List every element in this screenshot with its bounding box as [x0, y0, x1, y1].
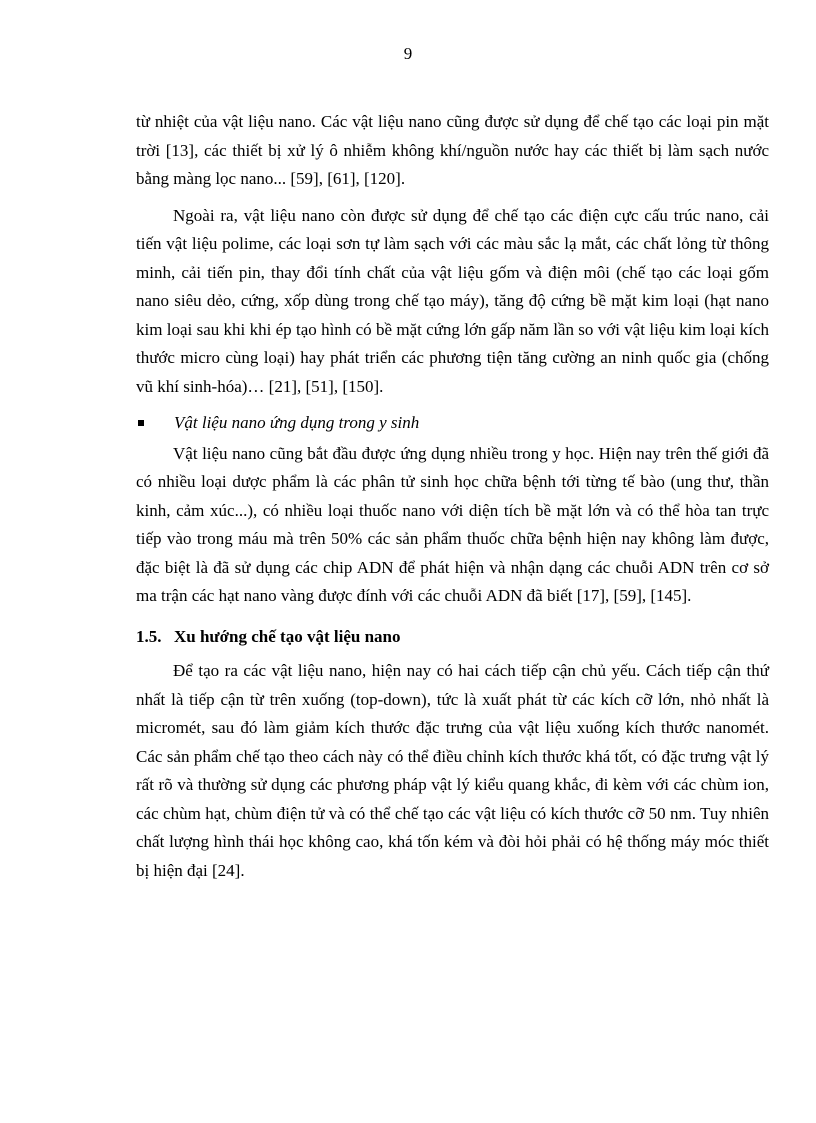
section-title: Xu hướng chế tạo vật liệu nano — [174, 626, 401, 646]
bullet-text: Vật liệu nano ứng dụng trong y sinh — [174, 413, 420, 432]
document-body — [136, 108, 769, 893]
square-bullet-icon — [138, 420, 144, 426]
bullet-item-biomedical — [136, 409, 769, 438]
paragraph-fabrication: Để tạo ra các vật liệu nano, hiện nay có hai cách tiếp cận chủ yếu. Cách tiếp cận thứ nhất là tiếp cận từ trên xuống (top-down), tức là xuất phát từ các kích cỡ lớn, nhỏ nhất là micromét, sau đó làm giảm kích thước đặc trưng của vật liệu xuống kích thước nanomét. Các sản phẩm chế tạo theo cách này có thể điều chỉnh kích thước khá tốt, có đặc trưng vật lý rất rõ và thường sử dụng các phương pháp vật lý kiểu quang khắc, đi kèm với các chùm ion, các chùm hạt, chùm điện tử và có thể chế tạo các vật liệu có kích thước cỡ 50 nm. Tuy nhiên chất lượng hình thái học không cao, khá tốn kém và đòi hỏi phải có hệ thống máy móc thiết bị hiện đại [24]. — [136, 661, 769, 880]
paragraph-biomedical: Vật liệu nano cũng bắt đầu được ứng dụng nhiều trong y học. Hiện nay trên thế giới đã có nhiều loại dược phẩm là các phân tử sinh học chữa bệnh tới từng tế bào (ung thư, thần kinh, cảm xúc...), có nhiều loại thuốc nano với diện tích bề mặt lớn và có thể hòa tan trực tiếp vào trong máu mà trên 50% các sản phẩm thuốc chữa bệnh hiện nay không làm được, đặc biệt là đã sử dụng các chip ADN để phát hiện và nhận dạng các chuỗi ADN trên cơ sở ma trận các hạt nano vàng được đính với các chuỗi ADN đã biết [17], [59], [145]. — [136, 443, 769, 605]
paragraph-other-applications: Ngoài ra, vật liệu nano còn được sử dụng để chế tạo các điện cực cấu trúc nano, cải tiến vật liệu polime, các loại sơn tự làm sạch với các màu sắc lạ mắt, các chất lỏng từ thông minh, cải tiến pin, thay đổi tính chất của vật liệu gốm và điện môi (chế tạo các loại gốm nano siêu dẻo, cứng, xốp dùng trong chế tạo máy), tăng độ cứng bề mặt kim loại (hạt nano kim loại sau khi khi ép tạo hình có bề mặt cứng lớn gấp năm lần so với vật liệu kim loại kích thước micro cùng loại) hay phát triển các phương tiện tăng cường an ninh quốc gia (chống vũ khí sinh-hóa)… [21], [51], [150]. — [136, 205, 769, 396]
section-heading — [136, 623, 769, 652]
section-number: 1.5. — [136, 626, 162, 646]
paragraph-continuation: từ nhiệt của vật liệu nano. Các vật liệu nano cũng được sử dụng để chế tạo các loại pin mặt trời [13], các thiết bị xử lý ô nhiễm không khí/nguồn nước hay các thiết bị làm sạch nước bằng màng lọc nano... [59], [61], [120]. — [136, 112, 769, 188]
page-number: 9 — [403, 44, 413, 63]
